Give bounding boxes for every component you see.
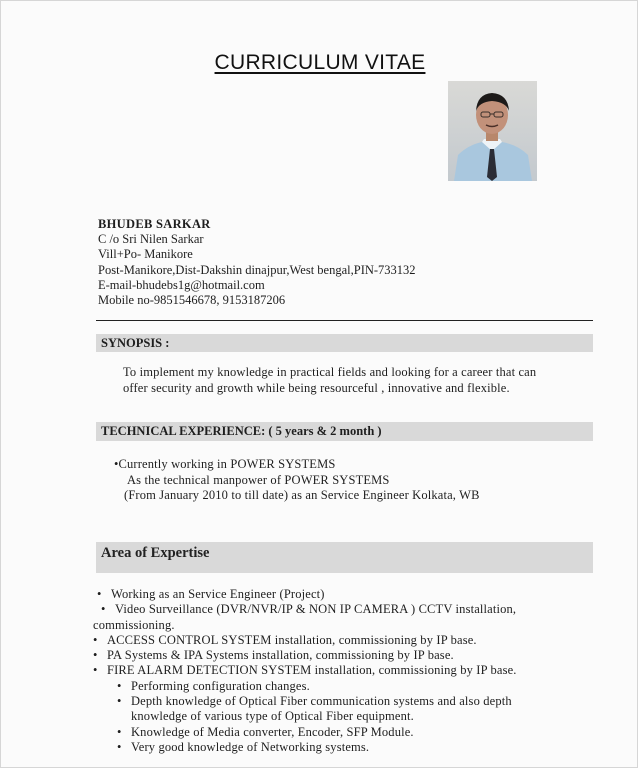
contact-block (98, 217, 416, 308)
sub-list-item-continuation: knowledge of various type of Optical Fiber equipment. (131, 709, 414, 724)
sub-list-item: • Performing configuration changes. (117, 678, 310, 693)
synopsis-line: To implement my knowledge in practical fields and looking for a career that can (123, 365, 537, 379)
tech-line (114, 457, 584, 473)
bullet-icon: • (97, 587, 102, 601)
list-item-continuation: commissioning. (93, 617, 175, 632)
bullet-icon: • (101, 602, 106, 617)
expertise-list (93, 587, 593, 755)
bullet-icon: • (93, 632, 98, 647)
sub-list-item: • Very good knowledge of Networking systems. (117, 739, 370, 754)
postal-address-line: Post-Manikore,Dist-Dakshin dinajpur,West bengal,PIN-733132 (98, 262, 416, 277)
document-title-text: CURRICULUM VITAE (214, 51, 426, 74)
sub-list-item: • Depth knowledge of Optical Fiber communication systems and also depth (117, 694, 512, 709)
technical-experience-heading: TECHNICAL EXPERIENCE: ( 5 years & 2 month ) (96, 422, 593, 441)
list-item: • ACCESS CONTROL SYSTEM installation, commissioning by IP base. (93, 632, 477, 647)
section-divider (96, 320, 593, 321)
bullet-icon: • (117, 724, 122, 739)
tech-line: As the technical manpower of POWER SYSTEMS (127, 472, 390, 487)
technical-experience-text (114, 457, 584, 504)
village-line: Vill+Po- Manikore (98, 247, 193, 262)
list-item: • Video Surveillance (DVR/NVR/IP & NON IP CAMERA ) CCTV installation, (101, 602, 517, 617)
mobile-line: Mobile no-9851546678, 9153187206 (98, 293, 286, 308)
candidate-name: BHUDEB SARKAR (98, 217, 211, 231)
care-of-line: C /o Sri Nilen Sarkar (98, 232, 204, 247)
synopsis-text (123, 365, 593, 396)
list-item: • Working as an Service Engineer (Project) (97, 587, 325, 601)
sub-list-item: • Knowledge of Media converter, Encoder, SFP Module. (117, 724, 414, 739)
tech-line: (From January 2010 to till date) as an Service Engineer Kolkata, WB (124, 488, 480, 502)
bullet-icon: • (117, 739, 122, 754)
document-title (1, 51, 638, 75)
bullet-icon: • (117, 678, 122, 693)
list-item: • FIRE ALARM DETECTION SYSTEM installation, commissioning by IP base. (93, 663, 517, 678)
email-line: E-mail-bhudebs1g@hotmail.com (98, 277, 265, 292)
profile-photo-image (448, 81, 537, 181)
bullet-icon: • (117, 694, 122, 709)
tech-line-text: Currently working in POWER SYSTEMS (118, 457, 336, 471)
bullet-icon: • (93, 648, 98, 663)
profile-photo (448, 81, 537, 181)
bullet-icon: • (93, 663, 98, 678)
list-item: • PA Systems & IPA Systems installation, commissioning by IP base. (93, 648, 454, 663)
area-of-expertise-heading: Area of Expertise (96, 542, 593, 573)
bullet-icon: • (114, 457, 119, 471)
synopsis-line: offer security and growth while being resourceful , innovative and flexible. (123, 380, 510, 395)
synopsis-heading: SYNOPSIS : (96, 334, 593, 352)
